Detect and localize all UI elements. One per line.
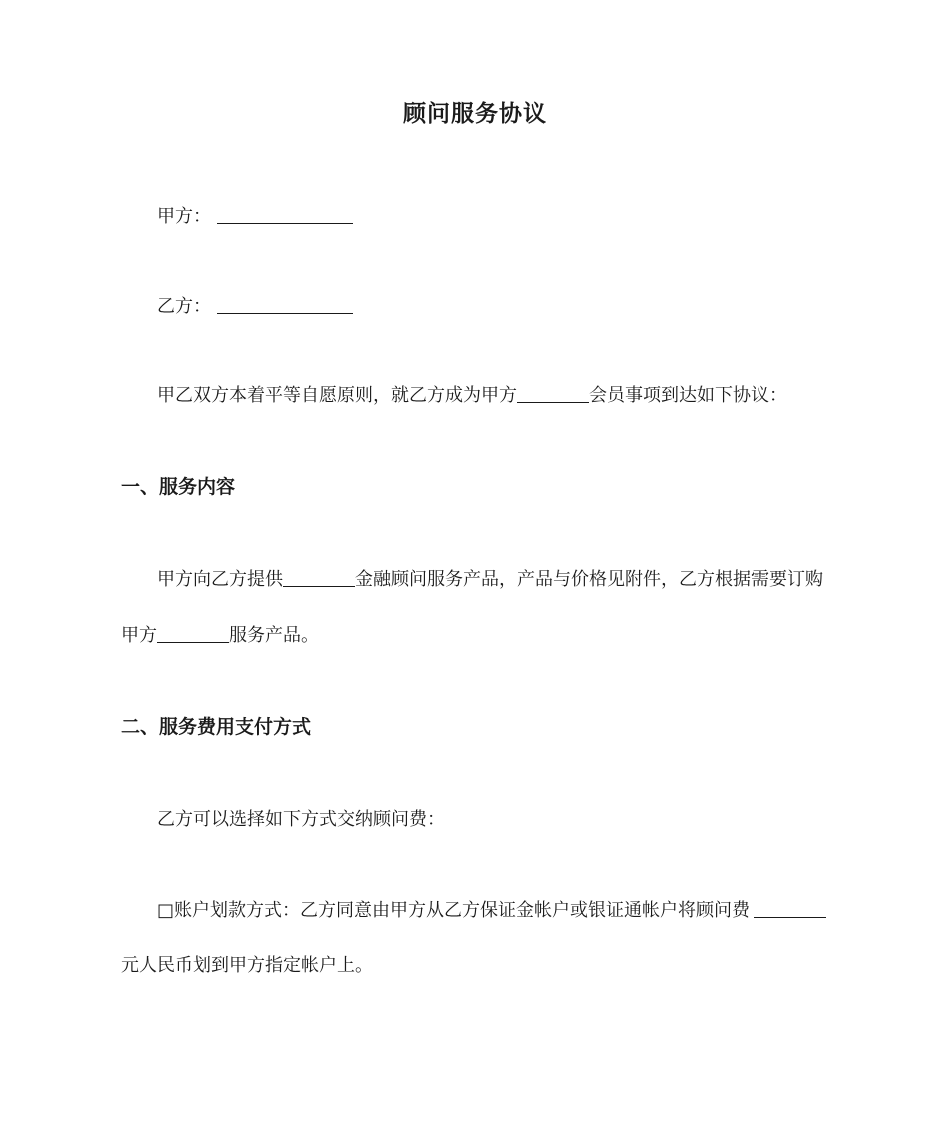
section-1-line-2 [121,623,319,649]
party-b-blank[interactable] [217,312,353,314]
section-1-line-1 [157,567,823,593]
section-1-text-before: 甲方向乙方提供 [157,569,283,590]
section-1-text-after: 金融顾问服务产品，产品与价格见附件，乙方根据需要订购 [355,569,823,590]
document-title: 顾问服务协议 [403,101,547,127]
intro-text-after: 会员事项到达如下协议： [589,385,787,406]
party-b-label: 乙方： [157,296,211,317]
party-a-line [157,204,353,230]
section-2-heading: 二、服务费用支付方式 [121,716,312,738]
intro-paragraph [157,383,787,409]
service-product-blank[interactable] [157,641,229,643]
section-1-line-2-after: 服务产品。 [229,625,319,646]
party-a-label: 甲方： [157,206,211,227]
party-a-blank[interactable] [217,222,353,224]
fee-amount-blank[interactable] [754,916,826,918]
payment-option-1-text: □账户划款方式：乙方同意由甲方从乙方保证金帐户或银证通帐户将顾问费 [157,900,751,921]
section-1-line-2-before: 甲方 [121,625,157,646]
party-b-line [157,294,353,320]
payment-option-1-line-1 [157,898,826,924]
service-provider-blank[interactable] [283,585,355,587]
membership-blank[interactable] [517,401,589,403]
section-2-intro: 乙方可以选择如下方式交纳顾问费： [157,809,445,830]
section-1-heading: 一、服务内容 [121,476,236,498]
payment-option-1-line-2: 元人民币划到甲方指定帐户上。 [121,955,373,976]
intro-text-before: 甲乙双方本着平等自愿原则，就乙方成为甲方 [157,385,517,406]
